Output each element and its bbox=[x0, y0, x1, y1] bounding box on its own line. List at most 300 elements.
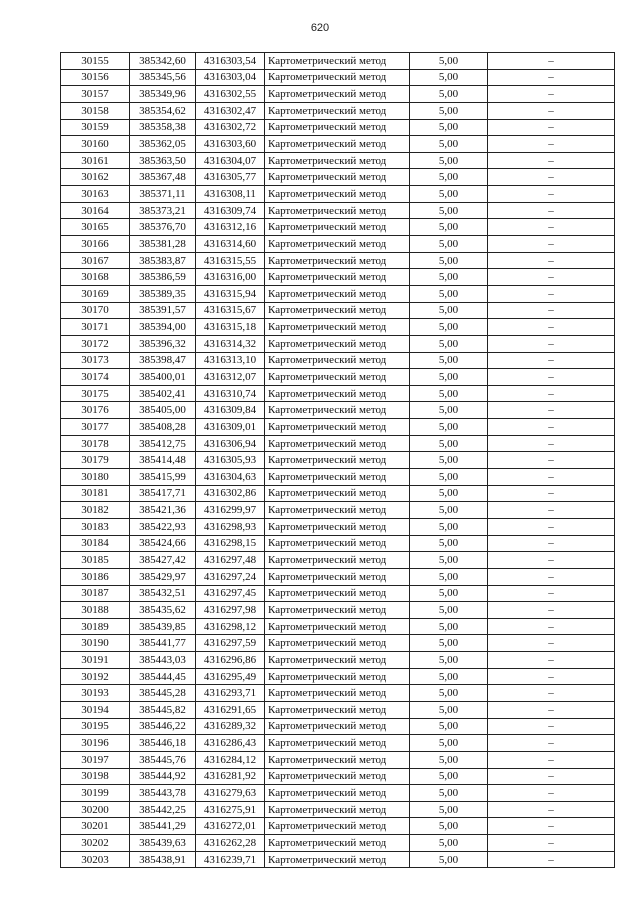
x-coordinate-cell: 385446,22 bbox=[130, 718, 196, 735]
x-coordinate-cell: 385386,59 bbox=[130, 269, 196, 286]
y-coordinate-cell: 4316279,63 bbox=[196, 785, 265, 802]
y-coordinate-cell: 4316309,74 bbox=[196, 202, 265, 219]
table-row bbox=[61, 119, 615, 136]
table-row bbox=[61, 785, 615, 802]
note-cell: – bbox=[488, 186, 615, 203]
table-row bbox=[61, 285, 615, 302]
table-row bbox=[61, 818, 615, 835]
point-number-cell: 30180 bbox=[61, 469, 130, 486]
point-number-cell: 30192 bbox=[61, 668, 130, 685]
accuracy-cell: 5,00 bbox=[410, 535, 488, 552]
table-row bbox=[61, 469, 615, 486]
x-coordinate-cell: 385417,71 bbox=[130, 485, 196, 502]
note-cell: – bbox=[488, 452, 615, 469]
method-cell: Картометрический метод bbox=[265, 469, 410, 486]
x-coordinate-cell: 385381,28 bbox=[130, 236, 196, 253]
x-coordinate-cell: 385441,77 bbox=[130, 635, 196, 652]
note-cell: – bbox=[488, 618, 615, 635]
point-number-cell: 30168 bbox=[61, 269, 130, 286]
table-row bbox=[61, 602, 615, 619]
x-coordinate-cell: 385435,62 bbox=[130, 602, 196, 619]
y-coordinate-cell: 4316305,93 bbox=[196, 452, 265, 469]
accuracy-cell: 5,00 bbox=[410, 252, 488, 269]
x-coordinate-cell: 385389,35 bbox=[130, 285, 196, 302]
note-cell: – bbox=[488, 535, 615, 552]
x-coordinate-cell: 385376,70 bbox=[130, 219, 196, 236]
note-cell: – bbox=[488, 801, 615, 818]
x-coordinate-cell: 385345,56 bbox=[130, 69, 196, 86]
table-row bbox=[61, 685, 615, 702]
table-row bbox=[61, 202, 615, 219]
y-coordinate-cell: 4316306,94 bbox=[196, 435, 265, 452]
x-coordinate-cell: 385445,82 bbox=[130, 701, 196, 718]
note-cell: – bbox=[488, 419, 615, 436]
coordinates-table-body bbox=[61, 53, 615, 868]
y-coordinate-cell: 4316303,04 bbox=[196, 69, 265, 86]
accuracy-cell: 5,00 bbox=[410, 518, 488, 535]
method-cell: Картометрический метод bbox=[265, 236, 410, 253]
table-row bbox=[61, 535, 615, 552]
x-coordinate-cell: 385349,96 bbox=[130, 86, 196, 103]
x-coordinate-cell: 385408,28 bbox=[130, 419, 196, 436]
method-cell: Картометрический метод bbox=[265, 385, 410, 402]
table-row bbox=[61, 169, 615, 186]
point-number-cell: 30160 bbox=[61, 136, 130, 153]
x-coordinate-cell: 385444,45 bbox=[130, 668, 196, 685]
method-cell: Картометрический метод bbox=[265, 618, 410, 635]
method-cell: Картометрический метод bbox=[265, 319, 410, 336]
y-coordinate-cell: 4316281,92 bbox=[196, 768, 265, 785]
accuracy-cell: 5,00 bbox=[410, 119, 488, 136]
method-cell: Картометрический метод bbox=[265, 335, 410, 352]
x-coordinate-cell: 385442,25 bbox=[130, 801, 196, 818]
method-cell: Картометрический метод bbox=[265, 751, 410, 768]
x-coordinate-cell: 385438,91 bbox=[130, 851, 196, 868]
point-number-cell: 30162 bbox=[61, 169, 130, 186]
accuracy-cell: 5,00 bbox=[410, 69, 488, 86]
point-number-cell: 30178 bbox=[61, 435, 130, 452]
x-coordinate-cell: 385445,76 bbox=[130, 751, 196, 768]
accuracy-cell: 5,00 bbox=[410, 269, 488, 286]
point-number-cell: 30199 bbox=[61, 785, 130, 802]
method-cell: Картометрический метод bbox=[265, 652, 410, 669]
note-cell: – bbox=[488, 86, 615, 103]
x-coordinate-cell: 385342,60 bbox=[130, 53, 196, 70]
y-coordinate-cell: 4316314,32 bbox=[196, 335, 265, 352]
x-coordinate-cell: 385446,18 bbox=[130, 735, 196, 752]
accuracy-cell: 5,00 bbox=[410, 668, 488, 685]
note-cell: – bbox=[488, 518, 615, 535]
x-coordinate-cell: 385424,66 bbox=[130, 535, 196, 552]
point-number-cell: 30174 bbox=[61, 369, 130, 386]
accuracy-cell: 5,00 bbox=[410, 152, 488, 169]
table-row bbox=[61, 668, 615, 685]
accuracy-cell: 5,00 bbox=[410, 568, 488, 585]
y-coordinate-cell: 4316293,71 bbox=[196, 685, 265, 702]
point-number-cell: 30190 bbox=[61, 635, 130, 652]
note-cell: – bbox=[488, 469, 615, 486]
point-number-cell: 30164 bbox=[61, 202, 130, 219]
accuracy-cell: 5,00 bbox=[410, 136, 488, 153]
accuracy-cell: 5,00 bbox=[410, 818, 488, 835]
y-coordinate-cell: 4316315,94 bbox=[196, 285, 265, 302]
point-number-cell: 30202 bbox=[61, 835, 130, 852]
y-coordinate-cell: 4316239,71 bbox=[196, 851, 265, 868]
table-row bbox=[61, 618, 615, 635]
point-number-cell: 30189 bbox=[61, 618, 130, 635]
point-number-cell: 30195 bbox=[61, 718, 130, 735]
point-number-cell: 30188 bbox=[61, 602, 130, 619]
accuracy-cell: 5,00 bbox=[410, 485, 488, 502]
method-cell: Картометрический метод bbox=[265, 851, 410, 868]
method-cell: Картометрический метод bbox=[265, 86, 410, 103]
table-row bbox=[61, 552, 615, 569]
table-row bbox=[61, 385, 615, 402]
accuracy-cell: 5,00 bbox=[410, 701, 488, 718]
note-cell: – bbox=[488, 668, 615, 685]
accuracy-cell: 5,00 bbox=[410, 718, 488, 735]
method-cell: Картометрический метод bbox=[265, 518, 410, 535]
note-cell: – bbox=[488, 635, 615, 652]
accuracy-cell: 5,00 bbox=[410, 785, 488, 802]
method-cell: Картометрический метод bbox=[265, 352, 410, 369]
y-coordinate-cell: 4316304,07 bbox=[196, 152, 265, 169]
method-cell: Картометрический метод bbox=[265, 685, 410, 702]
table-row bbox=[61, 518, 615, 535]
table-row bbox=[61, 768, 615, 785]
point-number-cell: 30191 bbox=[61, 652, 130, 669]
accuracy-cell: 5,00 bbox=[410, 385, 488, 402]
note-cell: – bbox=[488, 768, 615, 785]
point-number-cell: 30201 bbox=[61, 818, 130, 835]
x-coordinate-cell: 385383,87 bbox=[130, 252, 196, 269]
note-cell: – bbox=[488, 818, 615, 835]
accuracy-cell: 5,00 bbox=[410, 685, 488, 702]
y-coordinate-cell: 4316308,11 bbox=[196, 186, 265, 203]
note-cell: – bbox=[488, 751, 615, 768]
note-cell: – bbox=[488, 602, 615, 619]
accuracy-cell: 5,00 bbox=[410, 618, 488, 635]
table-row bbox=[61, 502, 615, 519]
y-coordinate-cell: 4316297,48 bbox=[196, 552, 265, 569]
note-cell: – bbox=[488, 219, 615, 236]
point-number-cell: 30161 bbox=[61, 152, 130, 169]
accuracy-cell: 5,00 bbox=[410, 319, 488, 336]
note-cell: – bbox=[488, 735, 615, 752]
accuracy-cell: 5,00 bbox=[410, 302, 488, 319]
y-coordinate-cell: 4316303,54 bbox=[196, 53, 265, 70]
point-number-cell: 30200 bbox=[61, 801, 130, 818]
accuracy-cell: 5,00 bbox=[410, 835, 488, 852]
y-coordinate-cell: 4316296,86 bbox=[196, 652, 265, 669]
y-coordinate-cell: 4316272,01 bbox=[196, 818, 265, 835]
method-cell: Картометрический метод bbox=[265, 169, 410, 186]
note-cell: – bbox=[488, 236, 615, 253]
note-cell: – bbox=[488, 285, 615, 302]
accuracy-cell: 5,00 bbox=[410, 469, 488, 486]
method-cell: Картометрический метод bbox=[265, 369, 410, 386]
table-row bbox=[61, 452, 615, 469]
y-coordinate-cell: 4316316,00 bbox=[196, 269, 265, 286]
point-number-cell: 30155 bbox=[61, 53, 130, 70]
note-cell: – bbox=[488, 568, 615, 585]
point-number-cell: 30185 bbox=[61, 552, 130, 569]
x-coordinate-cell: 385398,47 bbox=[130, 352, 196, 369]
accuracy-cell: 5,00 bbox=[410, 419, 488, 436]
table-row bbox=[61, 801, 615, 818]
y-coordinate-cell: 4316299,97 bbox=[196, 502, 265, 519]
table-row bbox=[61, 568, 615, 585]
accuracy-cell: 5,00 bbox=[410, 352, 488, 369]
x-coordinate-cell: 385439,63 bbox=[130, 835, 196, 852]
point-number-cell: 30184 bbox=[61, 535, 130, 552]
method-cell: Картометрический метод bbox=[265, 785, 410, 802]
accuracy-cell: 5,00 bbox=[410, 102, 488, 119]
method-cell: Картометрический метод bbox=[265, 152, 410, 169]
note-cell: – bbox=[488, 69, 615, 86]
note-cell: – bbox=[488, 102, 615, 119]
x-coordinate-cell: 385367,48 bbox=[130, 169, 196, 186]
note-cell: – bbox=[488, 53, 615, 70]
x-coordinate-cell: 385429,97 bbox=[130, 568, 196, 585]
point-number-cell: 30171 bbox=[61, 319, 130, 336]
accuracy-cell: 5,00 bbox=[410, 202, 488, 219]
note-cell: – bbox=[488, 352, 615, 369]
point-number-cell: 30159 bbox=[61, 119, 130, 136]
note-cell: – bbox=[488, 252, 615, 269]
y-coordinate-cell: 4316303,60 bbox=[196, 136, 265, 153]
y-coordinate-cell: 4316305,77 bbox=[196, 169, 265, 186]
note-cell: – bbox=[488, 302, 615, 319]
y-coordinate-cell: 4316262,28 bbox=[196, 835, 265, 852]
x-coordinate-cell: 385444,92 bbox=[130, 768, 196, 785]
point-number-cell: 30181 bbox=[61, 485, 130, 502]
method-cell: Картометрический метод bbox=[265, 202, 410, 219]
y-coordinate-cell: 4316302,86 bbox=[196, 485, 265, 502]
point-number-cell: 30158 bbox=[61, 102, 130, 119]
note-cell: – bbox=[488, 701, 615, 718]
method-cell: Картометрический метод bbox=[265, 552, 410, 569]
point-number-cell: 30198 bbox=[61, 768, 130, 785]
point-number-cell: 30196 bbox=[61, 735, 130, 752]
table-row bbox=[61, 402, 615, 419]
x-coordinate-cell: 385358,38 bbox=[130, 119, 196, 136]
point-number-cell: 30166 bbox=[61, 236, 130, 253]
table-row bbox=[61, 369, 615, 386]
x-coordinate-cell: 385422,93 bbox=[130, 518, 196, 535]
table-row bbox=[61, 102, 615, 119]
method-cell: Картометрический метод bbox=[265, 735, 410, 752]
method-cell: Картометрический метод bbox=[265, 53, 410, 70]
y-coordinate-cell: 4316298,12 bbox=[196, 618, 265, 635]
point-number-cell: 30186 bbox=[61, 568, 130, 585]
x-coordinate-cell: 385391,57 bbox=[130, 302, 196, 319]
table-row bbox=[61, 585, 615, 602]
point-number-cell: 30169 bbox=[61, 285, 130, 302]
method-cell: Картометрический метод bbox=[265, 568, 410, 585]
point-number-cell: 30176 bbox=[61, 402, 130, 419]
method-cell: Картометрический метод bbox=[265, 801, 410, 818]
y-coordinate-cell: 4316286,43 bbox=[196, 735, 265, 752]
accuracy-cell: 5,00 bbox=[410, 236, 488, 253]
y-coordinate-cell: 4316312,07 bbox=[196, 369, 265, 386]
method-cell: Картометрический метод bbox=[265, 269, 410, 286]
note-cell: – bbox=[488, 169, 615, 186]
table-row bbox=[61, 635, 615, 652]
note-cell: – bbox=[488, 319, 615, 336]
method-cell: Картометрический метод bbox=[265, 302, 410, 319]
table-row bbox=[61, 652, 615, 669]
note-cell: – bbox=[488, 718, 615, 735]
x-coordinate-cell: 385443,78 bbox=[130, 785, 196, 802]
x-coordinate-cell: 385443,03 bbox=[130, 652, 196, 669]
accuracy-cell: 5,00 bbox=[410, 402, 488, 419]
point-number-cell: 30167 bbox=[61, 252, 130, 269]
x-coordinate-cell: 385373,21 bbox=[130, 202, 196, 219]
method-cell: Картометрический метод bbox=[265, 835, 410, 852]
y-coordinate-cell: 4316297,59 bbox=[196, 635, 265, 652]
point-number-cell: 30172 bbox=[61, 335, 130, 352]
x-coordinate-cell: 385441,29 bbox=[130, 818, 196, 835]
method-cell: Картометрический метод bbox=[265, 102, 410, 119]
y-coordinate-cell: 4316315,67 bbox=[196, 302, 265, 319]
x-coordinate-cell: 385427,42 bbox=[130, 552, 196, 569]
method-cell: Картометрический метод bbox=[265, 136, 410, 153]
note-cell: – bbox=[488, 402, 615, 419]
y-coordinate-cell: 4316315,18 bbox=[196, 319, 265, 336]
accuracy-cell: 5,00 bbox=[410, 169, 488, 186]
y-coordinate-cell: 4316284,12 bbox=[196, 751, 265, 768]
y-coordinate-cell: 4316313,10 bbox=[196, 352, 265, 369]
table-row bbox=[61, 53, 615, 70]
table-row bbox=[61, 269, 615, 286]
note-cell: – bbox=[488, 136, 615, 153]
point-number-cell: 30170 bbox=[61, 302, 130, 319]
x-coordinate-cell: 385415,99 bbox=[130, 469, 196, 486]
accuracy-cell: 5,00 bbox=[410, 602, 488, 619]
accuracy-cell: 5,00 bbox=[410, 851, 488, 868]
note-cell: – bbox=[488, 119, 615, 136]
method-cell: Картометрический метод bbox=[265, 119, 410, 136]
y-coordinate-cell: 4316304,63 bbox=[196, 469, 265, 486]
table-row bbox=[61, 219, 615, 236]
table-row bbox=[61, 136, 615, 153]
table-row bbox=[61, 186, 615, 203]
x-coordinate-cell: 385394,00 bbox=[130, 319, 196, 336]
page-number: 620 bbox=[310, 22, 330, 34]
note-cell: – bbox=[488, 652, 615, 669]
method-cell: Картометрический метод bbox=[265, 602, 410, 619]
coordinates-table bbox=[60, 52, 615, 868]
x-coordinate-cell: 385400,01 bbox=[130, 369, 196, 386]
method-cell: Картометрический метод bbox=[265, 768, 410, 785]
y-coordinate-cell: 4316314,60 bbox=[196, 236, 265, 253]
y-coordinate-cell: 4316289,32 bbox=[196, 718, 265, 735]
table-row bbox=[61, 302, 615, 319]
x-coordinate-cell: 385402,41 bbox=[130, 385, 196, 402]
y-coordinate-cell: 4316310,74 bbox=[196, 385, 265, 402]
table-row bbox=[61, 701, 615, 718]
y-coordinate-cell: 4316291,65 bbox=[196, 701, 265, 718]
point-number-cell: 30193 bbox=[61, 685, 130, 702]
table-row bbox=[61, 319, 615, 336]
accuracy-cell: 5,00 bbox=[410, 369, 488, 386]
table-row bbox=[61, 835, 615, 852]
note-cell: – bbox=[488, 585, 615, 602]
note-cell: – bbox=[488, 685, 615, 702]
method-cell: Картометрический метод bbox=[265, 818, 410, 835]
y-coordinate-cell: 4316297,45 bbox=[196, 585, 265, 602]
y-coordinate-cell: 4316295,49 bbox=[196, 668, 265, 685]
table-row bbox=[61, 419, 615, 436]
table-row bbox=[61, 485, 615, 502]
accuracy-cell: 5,00 bbox=[410, 285, 488, 302]
accuracy-cell: 5,00 bbox=[410, 86, 488, 103]
table-row bbox=[61, 86, 615, 103]
point-number-cell: 30163 bbox=[61, 186, 130, 203]
method-cell: Картометрический метод bbox=[265, 701, 410, 718]
x-coordinate-cell: 385396,32 bbox=[130, 335, 196, 352]
y-coordinate-cell: 4316297,98 bbox=[196, 602, 265, 619]
table-row bbox=[61, 335, 615, 352]
point-number-cell: 30182 bbox=[61, 502, 130, 519]
y-coordinate-cell: 4316309,01 bbox=[196, 419, 265, 436]
accuracy-cell: 5,00 bbox=[410, 801, 488, 818]
method-cell: Картометрический метод bbox=[265, 419, 410, 436]
accuracy-cell: 5,00 bbox=[410, 186, 488, 203]
method-cell: Картометрический метод bbox=[265, 285, 410, 302]
point-number-cell: 30173 bbox=[61, 352, 130, 369]
method-cell: Картометрический метод bbox=[265, 186, 410, 203]
note-cell: – bbox=[488, 485, 615, 502]
y-coordinate-cell: 4316298,93 bbox=[196, 518, 265, 535]
x-coordinate-cell: 385439,85 bbox=[130, 618, 196, 635]
accuracy-cell: 5,00 bbox=[410, 735, 488, 752]
method-cell: Картометрический метод bbox=[265, 452, 410, 469]
note-cell: – bbox=[488, 202, 615, 219]
accuracy-cell: 5,00 bbox=[410, 552, 488, 569]
method-cell: Картометрический метод bbox=[265, 219, 410, 236]
y-coordinate-cell: 4316297,24 bbox=[196, 568, 265, 585]
note-cell: – bbox=[488, 552, 615, 569]
note-cell: – bbox=[488, 385, 615, 402]
accuracy-cell: 5,00 bbox=[410, 768, 488, 785]
y-coordinate-cell: 4316302,47 bbox=[196, 102, 265, 119]
table-row bbox=[61, 152, 615, 169]
method-cell: Картометрический метод bbox=[265, 718, 410, 735]
x-coordinate-cell: 385371,11 bbox=[130, 186, 196, 203]
accuracy-cell: 5,00 bbox=[410, 502, 488, 519]
y-coordinate-cell: 4316309,84 bbox=[196, 402, 265, 419]
point-number-cell: 30165 bbox=[61, 219, 130, 236]
table-row bbox=[61, 851, 615, 868]
method-cell: Картометрический метод bbox=[265, 535, 410, 552]
table-row bbox=[61, 69, 615, 86]
note-cell: – bbox=[488, 435, 615, 452]
point-number-cell: 30203 bbox=[61, 851, 130, 868]
method-cell: Картометрический метод bbox=[265, 402, 410, 419]
accuracy-cell: 5,00 bbox=[410, 751, 488, 768]
point-number-cell: 30197 bbox=[61, 751, 130, 768]
accuracy-cell: 5,00 bbox=[410, 435, 488, 452]
point-number-cell: 30187 bbox=[61, 585, 130, 602]
note-cell: – bbox=[488, 785, 615, 802]
table-row bbox=[61, 735, 615, 752]
point-number-cell: 30177 bbox=[61, 419, 130, 436]
note-cell: – bbox=[488, 851, 615, 868]
table-row bbox=[61, 751, 615, 768]
point-number-cell: 30183 bbox=[61, 518, 130, 535]
